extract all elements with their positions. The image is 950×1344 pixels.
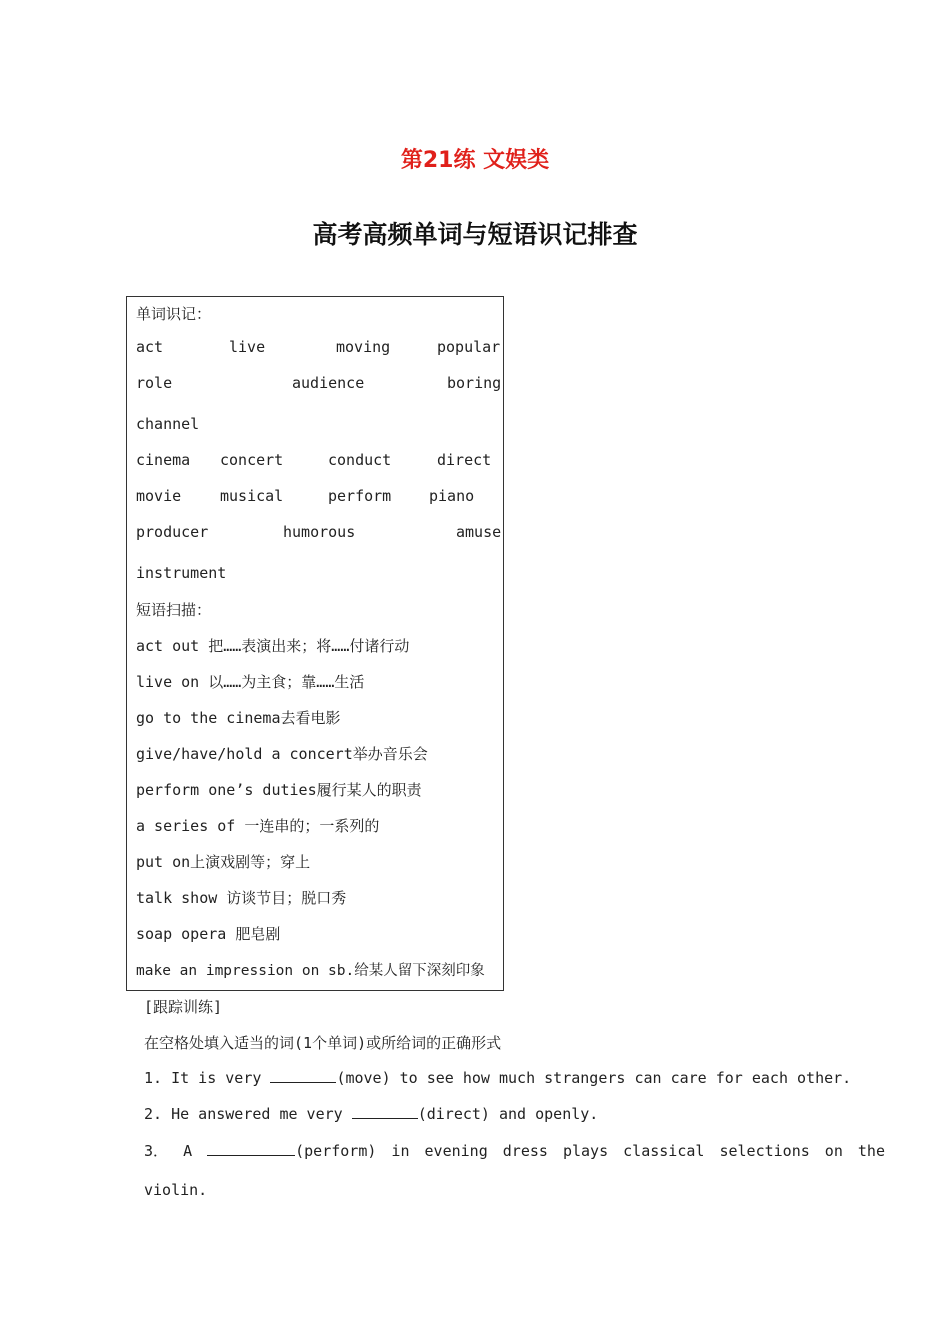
word: producer xyxy=(136,523,209,541)
item-number: 2. xyxy=(144,1105,163,1123)
exercise-item-3-continuation: violin. xyxy=(144,1181,208,1199)
item-number: 1. xyxy=(144,1069,163,1087)
phrases-heading: 短语扫描： xyxy=(136,601,212,619)
phrase-item: go to the cinema去看电影 xyxy=(136,709,341,727)
word: direct xyxy=(437,451,492,469)
word: popular xyxy=(437,338,501,356)
word: audience xyxy=(292,374,365,392)
word-row xyxy=(136,487,498,507)
item-text-before: He answered me very xyxy=(171,1105,343,1123)
word: cinema xyxy=(136,451,191,469)
word: act xyxy=(136,338,164,356)
exercise-instruction: 在空格处填入适当的词(1个单词)或所给词的正确形式 xyxy=(144,1034,502,1052)
word-row xyxy=(136,415,498,435)
word: instrument xyxy=(136,564,227,582)
lesson-title: 第21练 文娱类 xyxy=(400,148,550,173)
word: perform xyxy=(328,487,392,505)
word-row xyxy=(136,374,502,394)
word: boring xyxy=(447,374,502,392)
word: concert xyxy=(220,451,284,469)
phrase-item: put on上演戏剧等；穿上 xyxy=(136,853,311,871)
phrase-item: soap opera 肥皂剧 xyxy=(136,925,281,943)
page-title: 高考高频单词与短语识记排查 xyxy=(312,220,638,249)
words-heading: 单词识记： xyxy=(136,305,212,323)
word-row xyxy=(136,338,501,358)
exercise-heading: [跟踪训练] xyxy=(144,998,223,1016)
word: channel xyxy=(136,415,200,433)
phrase-item: give/have/hold a concert举办音乐会 xyxy=(136,745,428,763)
item-text-after: (direct) and openly. xyxy=(417,1105,599,1123)
word: movie xyxy=(136,487,182,505)
item-text-after: (move) to see how much strangers can care for each other. xyxy=(336,1069,852,1087)
exercise-item-1 xyxy=(144,1068,851,1087)
phrase-item: talk show 访谈节目；脱口秀 xyxy=(136,889,347,907)
phrase-item: make an impression on sb.给某人留下深刻印象 xyxy=(136,963,485,979)
item-text-before: It is very xyxy=(171,1069,262,1087)
phrase-item: a series of 一连串的；一系列的 xyxy=(136,817,380,835)
vocabulary-box xyxy=(126,296,504,991)
item-text-before: A xyxy=(183,1142,193,1160)
word: conduct xyxy=(328,451,392,469)
answer-blank[interactable] xyxy=(270,1068,336,1083)
item-text-after: (perform) in evening dress plays classical selections on the xyxy=(295,1142,885,1160)
phrase-item: act out 把……表演出来；将……付诸行动 xyxy=(136,637,410,655)
word: moving xyxy=(336,338,391,356)
exercise-item-2 xyxy=(144,1104,598,1123)
exercise-item-3 xyxy=(144,1140,885,1161)
answer-blank[interactable] xyxy=(352,1104,418,1119)
phrase-item: live on 以……为主食；靠……生活 xyxy=(136,673,365,691)
word-row xyxy=(136,564,498,584)
word: musical xyxy=(220,487,284,505)
phrase-item: perform one’s duties履行某人的职责 xyxy=(136,781,422,799)
word: piano xyxy=(429,487,475,505)
word: role xyxy=(136,374,173,392)
word: humorous xyxy=(283,523,356,541)
word: amuse xyxy=(456,523,502,541)
item-number: 3． xyxy=(144,1142,169,1160)
word: live xyxy=(229,338,266,356)
word-row xyxy=(136,523,502,543)
word-row xyxy=(136,451,498,471)
answer-blank[interactable] xyxy=(207,1141,295,1156)
